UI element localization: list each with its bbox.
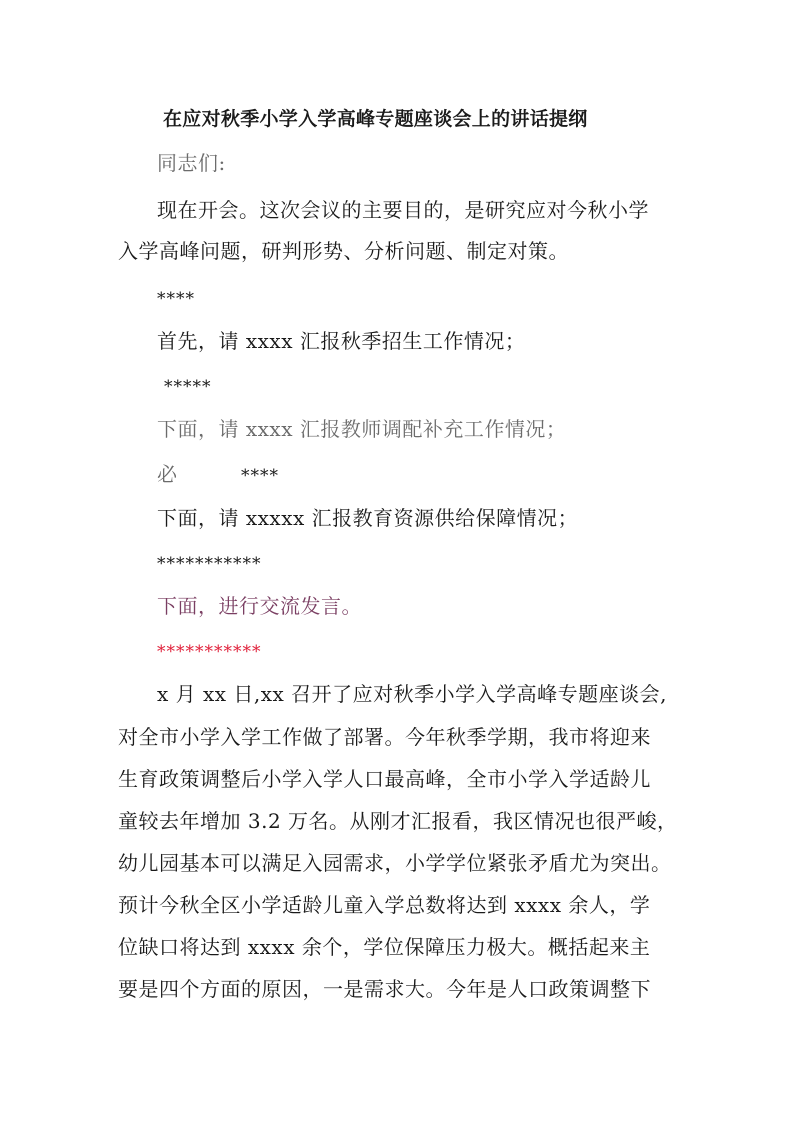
body-line-3: 生育政策调整后小学入学人口最高峰，全市小学入学适龄儿	[118, 767, 651, 791]
agenda-item-2: 下面，请 xxxx 汇报教师调配补充工作情况；	[157, 417, 567, 441]
separator-4: ***********	[157, 554, 262, 574]
body-line-5: 幼儿园基本可以满足入园需求，小学学位紧张矛盾尤为突出。	[118, 851, 672, 875]
separator-2: *****	[164, 377, 212, 397]
separator-3: ****	[241, 466, 279, 486]
body-line-4: 童较去年增加 3.2 万名。从刚才汇报看，我区情况也很严峻，	[118, 809, 678, 833]
body-line-2: 对全市小学入学工作做了部署。今年秋季学期，我市将迎来	[118, 725, 651, 749]
agenda-item-3: 下面，请 xxxxx 汇报教育资源供给保障情况；	[157, 506, 579, 530]
agenda-item-1: 首先，请 xxxx 汇报秋季招生工作情况；	[157, 329, 526, 353]
greeting: 同志们:	[157, 151, 226, 175]
document-title: 在应对秋季小学入学高峰专题座谈会上的讲话提纲	[163, 108, 588, 130]
separator-1: ****	[157, 289, 195, 309]
body-line-7: 位缺口将达到 xxxx 余个，学位保障压力极大。概括起来主	[118, 935, 651, 959]
separator-3-prefix: 必	[157, 462, 178, 486]
agenda-item-4: 下面，进行交流发言。	[157, 594, 362, 618]
body-line-1: x 月 xx 日,xx 召开了应对秋季小学入学高峰专题座谈会,	[157, 682, 668, 706]
separator-5: ***********	[157, 642, 262, 662]
intro-line-2: 入学高峰问题，研判形势、分析问题、制定对策。	[118, 239, 569, 263]
intro-line-1: 现在开会。这次会议的主要目的，是研究应对今秋小学	[157, 198, 649, 222]
body-line-6: 预计今秋全区小学适龄儿童入学总数将达到 xxxx 余人，学	[118, 893, 651, 917]
body-line-8: 要是四个方面的原因，一是需求大。今年是人口政策调整下	[118, 977, 651, 1001]
